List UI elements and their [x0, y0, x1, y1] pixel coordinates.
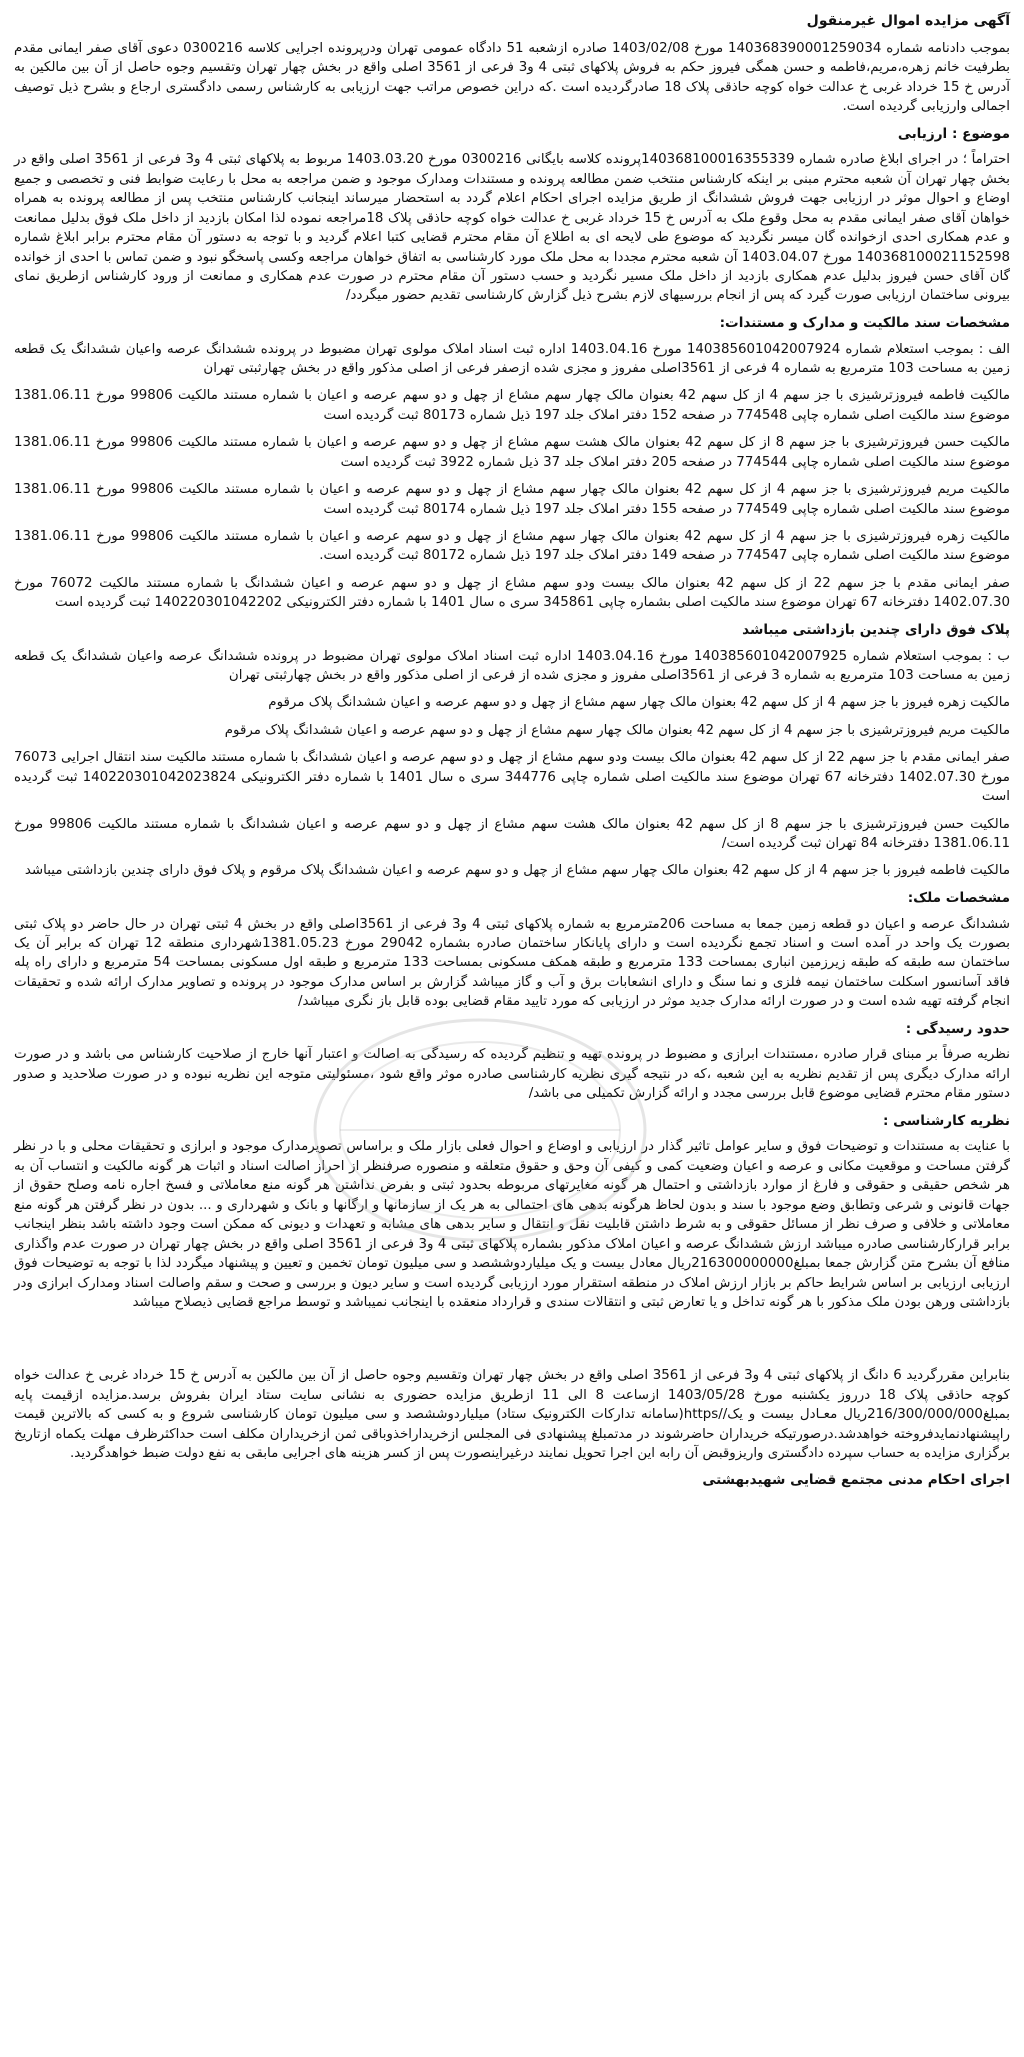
owner-b-3: صفر ایمانی مقدم با جز سهم 22 از کل سهم 42 بعنوان مالک بیست ودو سهم مشاع از چهل و دو سهم عرصه و اعیان ششدانگ با شماره مستند مالکیت سند انتقال اجرایی 76073 مورخ 1402.07.30 دفترخانه 67 تهران موضوع سند مالکیت اصلی شماره چاپی 344776 سری ه سال 1401 با شماره دفتر الکترونیکی 140220301042023824 ثبت گردیده است	[14, 750, 1010, 805]
owner-a-5: صفر ایمانی مقدم با جز سهم 22 از کل سهم 42 بعنوان مالک بیست ودو سهم مشاع از چهل و دو سهم عرصه و اعیان ششدانگ با شماره مستند مالکیت 76072 مورخ 1402.07.30 دفترخانه 67 تهران موضوع سند مالکیت اصلی بشماره چاپی 345861 سری ه سال 1401 با شماره دفتر الکترونیکی 140220301042202 ثبت گردیده است	[14, 575, 1010, 611]
owner-b-1: مالکیت زهره فیروز با جز سهم 4 از کل سهم 42 بعنوان مالک چهار سهم مشاع از چهل و دو سهم عرصه و اعیان ششدانگ پلاک مرقوم	[268, 695, 1010, 711]
section-gap	[14, 1320, 1010, 1366]
ownership-heading: مشخصات سند مالکیت و مدارک و مستندات:	[719, 314, 1010, 331]
owner-a-4: مالکیت زهره فیروزترشیزی با جز سهم 4 از کل سهم 42 بعنوان مالک چهار سهم مشاع از چهل و دو سهم عرصه و اعیان با شماره مستند مالکیت 99806 مورخ 1381.06.11 موضوع سند مالکیت اصلی شماره چاپی 774547 در صفحه 149 دفتر املاک جلد 197 ذیل شماره 80172 ثبت گردیده است.	[14, 529, 1010, 564]
owner-a-1: مالکیت فاطمه فیروزترشیزی با جز سهم 4 از کل سهم 42 بعنوان مالک چهار سهم مشاع از چهل و دو سهم عرصه و اعیان با شماره مستند مالکیت 99806 مورخ 1381.06.11 موضوع سند مالکیت اصلی شماره چاپی 774548 در صفحه 152 دفتر املاک جلد 197 ذیل شماره 80173 ثبت گردیده است	[14, 388, 1010, 423]
intro-paragraph: بموجب دادنامه شماره 140368390001259034 مورخ 1403/02/08 صادره ازشعبه 51 دادگاه عمومی تهران ودرپرونده اجرایی کلاسه 0300216 دعوی آقای صفر ایمانی مقدم بطرفیت خانم زهره،مریم،فاطمه و حسن همگی فیروز حکم به فروش پلاکهای ثبتی 4 و3 فرعی از 3561 اصلی واقع در بخش چهار تهران وتقسیم وجوه حاصل از آن بین مالکین به آدرس خ 15 خرداد غربی خ عدالت خواه کوچه حاذقی پلاک 18 صادرگردیده است .که دراین خصوص مراتب جهت ارزیابی به کارشناس رسمی دادگستری ارجاع و بشرح ذیل توصیف اجمالی وارزیابی گردیده است.	[14, 40, 1011, 115]
opinion-heading: نظریه کارشناسی :	[882, 1112, 1010, 1129]
opinion-paragraph: با عنایت به مستندات و توضیحات فوق و سایر عوامل تاثیر گذار در ارزیابی و اوضاع و احوال فعلی بازار ملک و براساس تصویرمدارک موجود و ابرازی و تحقیقات محلی و با در نظر گرفتن مساحت و موقعیت مکانی و عرصه و اعیان وضعیت کمی و کیفی آن وحق و حقوق متعلقه و منصوره صرفنظر از احراز اصالت اسناد و اثبات هر گونه مالکیت و انتساب آن به هر شخص حقیقی و حقوقی و فارغ از موارد بازداشتی و احتمال هر گونه مغایرتهای مربوطه بحدود ثبتی و بفرض نداشتن هر گونه منع معاملاتی و فسخ اجاره نامه وصلح حقوق از جهات قانونی و شرعی وتطابق وضع موجود با سند و بدون لحاظ هرگونه بدهی های احتمالی به هر یک از سازمانها و ارگانها و بانک و شهرداری و ... بدون در نظر گرفتن هر گونه منع معاملاتی و خلافی و صرف نظر از مسائل حقوقی و به شرط داشتن قابلیت نقل و انتقال و سایر بدهی های مشابه و تعهدات و دیونی که ممکن است وجود داشته باشد بنظر اینجانب برابر قرارکارشناسی صادره میباشد ارزش ششدانگ عرصه و اعیان املاک مذکور بشماره پلاکهای ثبتی 4 و3 فرعی از 3561 اصلی واقع در بخش چهار تهران در صورت عدم واگذاری منافع آن بشرح متن گزارش جمعا بمبلغ216300000000ریال معادل بیست و یک میلیاردوششصد و سی میلیون تومان تخمین و تعیین و پیشنهاد میگردد لذا با توجه به توضیحات فوق ارزیابی ارزیابی بر اساس شرایط حاکم بر بازار ارزش املاک در منطقه استقرار مورد ارزیابی گردیده است و سایر دیون و بررسی و صحت و سقم واصالت اسناد ومدارک ابرازی ودر بازداشتی ورهن بودن ملک مذکور با هر گونه تداخل و یا تعارض ثبتی و انتقالات سندی و قرارداد منعقده با اینجانب نمیباشد و توسط مراجع قضایی ذیصلاح میباشد	[14, 1139, 1010, 1310]
owner-a-3: مالکیت مریم فیروزترشیزی با جز سهم 4 از کل سهم 42 بعنوان مالک چهار سهم مشاع از چهل و دو سهم عرصه و اعیان با شماره مستند مالکیت 99806 مورخ 1381.06.11 موضوع سند مالکیت اصلی شماره چاپی 774549 در صفحه 155 دفتر املاک جلد 197 ذیل شماره 80174 ثبت گردیده است	[14, 482, 1010, 517]
be-paragraph: ب : بموجب استعلام شماره 140385601042007925 مورخ 1403.04.16 اداره ثبت اسناد املاک مولوی تهران مضبوط در پرونده ششدانگ عرصه واعیان ششدانگ یک قطعه زمین به مساحت 103 مترمربع به شماره 3 فرعی از 3561اصلی مفروز و مجزی شده از فرعی از اصلی مذکور واقع در بخش چهارثبتی تهران	[14, 648, 1010, 683]
scope-paragraph: نظریه صرفاً بر مبنای قرار صادره ،مستندات ابرازی و مضبوط در پرونده تهیه و تنظیم گردیده که رسیدگی به اصالت و اعتبار آنها خارج از صلاحیت کارشناس می باشد و در صورت ارائه مدارک دیگری پس از تقدیم نظریه به این شعبه ،که در نتیجه گیری نظریه کارشناسی صادره موثر واقع شود ،مسئولیتی متوجه این نظریه نبوده و در صورت صلاحدید و صدور دستور مقام محترم قضایی موضوع قابل بررسی مجدد و ارائه گزارش تکمیلی می باشد/	[14, 1047, 1010, 1102]
property-heading: مشخصات ملک:	[907, 889, 1010, 906]
footer-signature: اجرای احکام مدنی مجتمع قضایی شهیدبهشتی	[702, 1471, 1010, 1488]
owner-b-5: مالکیت فاطمه فیروز با جز سهم 4 از کل سهم 42 بعنوان مالک چهار سهم مشاع از چهل و دو سهم عرصه و اعیان ششدانگ پلاک مرقوم و پلاک فوق دارای چندین بازداشتی میباشد	[24, 863, 1010, 879]
owner-b-4: مالکیت حسن فیروزترشیزی با جز سهم 8 از کل سهم 42 بعنوان مالک هشت سهم مشاع از چهل و دو سهم عرصه و اعیان ششدانگ با شماره مستند مالکیت 99806 مورخ 1381.06.11 دفترخانه 84 تهران ثبت گردیده است/	[14, 816, 1010, 851]
subject-heading: موضوع : ارزیابی	[897, 125, 1010, 142]
alef-paragraph: الف : بموجب استعلام شماره 140385601042007924 مورخ 1403.04.16 اداره ثبت اسناد املاک مولوی تهران مضبوط در پرونده ششدانگ عرصه واعیان ششدانگ یک قطعه زمین به مساحت 103 مترمربع به شماره 4 فرعی از 3561اصلی مفروز و مجزی شده ازصفر فرعی از اصلی مذکور واقع در بخش چهارثبتی تهران	[14, 341, 1011, 376]
final-paragraph: بنابراین مقررگردید 6 دانگ از پلاکهای ثبتی 4 و3 فرعی از 3561 اصلی واقع در بخش چهار تهران وتقسیم وجوه حاصل از آن بین مالکین به آدرس خ 15 خرداد غربی خ عدالت خواه کوچه حاذقی پلاک 18 درروز یکشنبه مورخ 1403/05/28 ازساعت 8 الی 11 ازطریق مزایده حضوری به نشانی سایت ستاد ایران بفروش برسد.مزایده ازقیمت پایه بمبلغ216/300/000/000ریال معـادل بیست و یک//https(سامانه تدارکات الکترونیک ستاد) میلیاردوششصد و سی میلیون تومان کارشناسی شروع و به کسی که بالاترین قیمت راپیشنهادنمایدفروخته خواهدشد.درصورتیکه خریداران حاضرشوند در مدتمبلغ پیشنهادی فی المجلس ازخریداراخذوباقی ثمن ازخریداران مکلف است حداکثرظرف مهلت یکماه ازتاریخ برگزاری مزایده به حساب سپرده دادگستری واریزوقبض آن رابه این اجرا تحویل نمایند درغیراینصورت پس از کسر هزینه های اجرایی مابقی به نفع دولت ضبط خواهدگردید.	[14, 1368, 1011, 1462]
owner-b-2: مالکیت مریم فیروزترشیزی با جز سهم 4 از کل سهم 42 بعنوان مالک چهار سهم مشاع از چهل و دو سهم عرصه و اعیان ششدانگ پلاک مرقوم	[224, 722, 1010, 738]
mortgage-note-a: پلاک فوق دارای چندین بازداشتی میباشد	[742, 621, 1010, 638]
property-paragraph: ششدانگ عرصه و اعیان دو قطعه زمین جمعا به مساحت 206مترمربع به شماره پلاکهای ثبتی 4 و3 فرعی از 3561اصلی واقع در بخش 4 ثبتی تهران در حال حاضر دو پلاک ثبتی بصورت یک واحد در آمده است و اسناد تجمع نگردیده است و دارای پایانکار ساختمان صادره بشماره 29042 مورخ 1381.05.23شهرداری منطقه 12 تهران که برابر آن یک ساختمان سه طبقه که طبقه زیرزمین انباری بمساحت 133 مترمربع و طبقه همکف مسکونی بمساحت 133 مترمربع و طبقه اول مسکونی بمساحت 54 مترمربع و دارای راه پله فاقد آسانسور اسکلت ساختمان نیمه فلزی و نما سنگ و دارای انشعابات برق و آب و گاز میباشد گزارش بر اساس مدارک موجود در پرونده و تصاویر مدارک ارائه شده و تحقیقات انجام گرفته تهیه شده است و در صورت ارائه مدارک جدید موثر در ارزیابی که مورد تایید مقام قضایی بوده قابل باز نگری میباشد/	[14, 916, 1010, 1010]
notice-title: آگهی مزایده اموال غیرمنقول	[806, 13, 1010, 29]
scope-heading: حدود رسیدگی :	[905, 1020, 1010, 1037]
owner-a-2: مالکیت حسن فیروزترشیزی با جز سهم 8 از کل سهم 42 بعنوان مالک هشت سهم مشاع از چهل و دو سهم عرصه و اعیان با شماره مستند مالکیت 99806 مورخ 1381.06.11 موضوع سند مالکیت اصلی شماره چاپی 774544 در صفحه 205 دفتر املاک جلد 37 ذیل شماره 3922 ثبت گردیده است	[14, 435, 1010, 470]
subject-paragraph: احتراماً ؛ در اجرای ابلاغ صادره شماره 140368100016355339پرونده کلاسه بایگانی 0300216 مورخ 1403.03.20 مربوط به پلاکهای ثبتی 4 و3 فرعی از 3561 اصلی واقع در بخش چهار تهران آن شعبه محترم مبنی بر اینکه کارشناس منتخب ضمن مطالعه پرونده و مستندات ومدارک موجود و ضمن مراجعه به محل با رعایت ضوابط فنی و تخصصی و جمیع اوضاع و احوال موثر در ارزیابی جهت فروش ششدانگ از طریق مزایده اجرای احکام اعلام گردد به استحضار میرساند اینجانب کارشناس منتخب پس از مطالعه پرونده به همراه خواهان آقای صفر ایمانی مقدم به محل وقوع ملک به آدرس خ 15 خرداد غربی خ عدالت خواه کوچه حاذقی پلاک 18مراجعه نموده لذا امکان بازدید از داخل ملک فوق بدلیل ممانعت و عدم همکاری احدی ازخوانده گان میسر نگردید که موضوع طی لایحه ای به اطلاع آن مقام محترم قضایی کتبا اعلام گردید و با توجه به دستور آن مقام محترم برابر ابلاغ شماره 140368100021152598 مورخ 1403.04.07 آن شعبه محترم مجددا به محل ملک مورد کارشناسی به اتفاق خواهان مراجعه وکسی پاسخگو نبود و ضمن تماس با احدی از خوانده گان آقای حسن فیروز بدلیل عدم همکاری بازدید از داخل ملک مسیر نگردید و حسب دستور آن مقام محترم در صورت عدم همکاری و ممانعت از ورود کارشناس ازطریق نمای بیرونی ساختمان ارزیابی صورت گیرد که پس از انجام بررسیهای لازم بشرح ذیل گزارش کارشناسی تقدیم حضور میگردد/	[14, 152, 1010, 304]
